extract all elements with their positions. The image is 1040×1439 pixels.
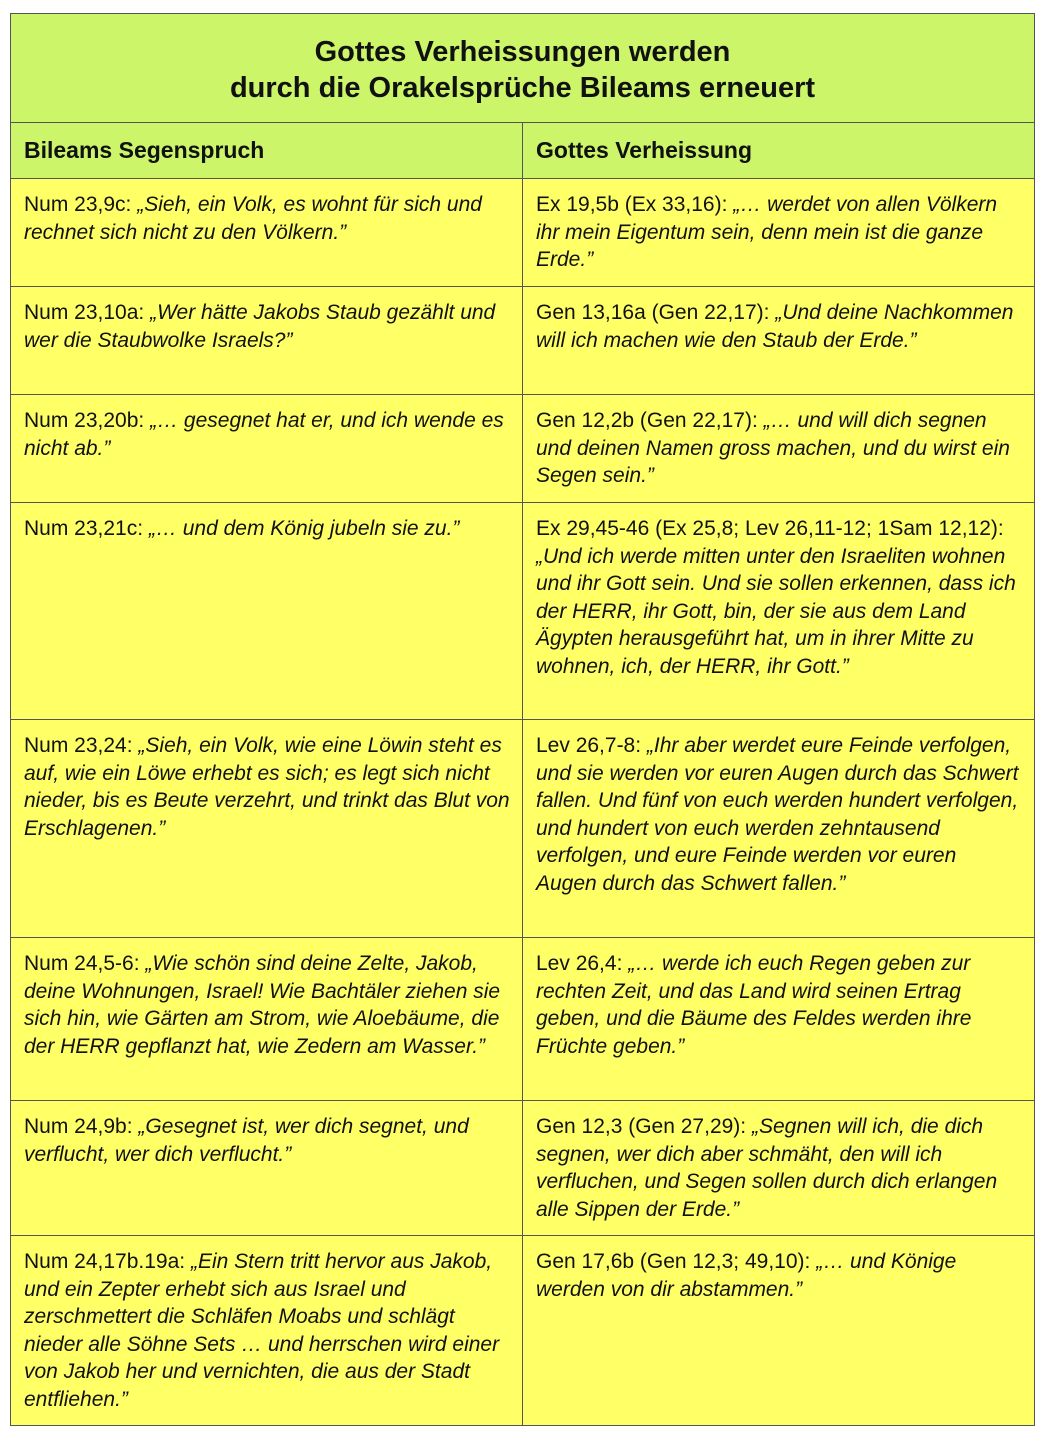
blessing-cell [11, 1236, 523, 1426]
title-line-1: Gottes Verheissungen werden [314, 36, 731, 68]
blessing-reference: Num 24,5-6: [24, 952, 146, 975]
promise-reference: Lev 26,7-8: [536, 734, 647, 757]
promise-cell [523, 179, 1035, 287]
promise-quote: „… und Könige werden von dir abstammen.” [536, 1250, 957, 1301]
promise-reference: Gen 13,16a (Gen 22,17): [536, 301, 776, 324]
table-row [11, 503, 1035, 720]
blessing-reference: Num 23,21c: [24, 517, 149, 540]
promise-quote: „Segnen will ich, die dich segnen, wer dich aber schmäht, den will ich verfluchen, und Segen sollen durch dich erlangen alle Sippen der Erde.” [536, 1115, 998, 1221]
table-row [11, 287, 1035, 395]
promise-quote: „… werdet von allen Völkern ihr mein Eigentum sein, denn mein ist die ganze Erde.” [536, 193, 998, 271]
blessing-quote: „Sieh, ein Volk, wie eine Löwin steht es auf, wie ein Löwe erhebt es sich; es legt sich nicht nieder, bis es Beute verzehrt, und trinkt das Blut von Erschlagenen.” [24, 734, 510, 840]
header-row [11, 123, 1035, 179]
blessing-cell [11, 287, 523, 395]
blessing-quote: „Ein Stern tritt hervor aus Jakob, und ein Zepter erhebt sich aus Israel und zerschmettert die Schläfen Moabs und schlägt nieder alle Söhne Sets … und herrschen wird einer von Jakob her und vernichten, die aus der Stadt entfliehen.” [24, 1250, 500, 1411]
blessing-cell [11, 179, 523, 287]
blessing-reference: Num 23,20b: [24, 409, 151, 432]
promise-quote: „… und will dich segnen und deinen Namen gross machen, und du wirst ein Segen sein.” [536, 409, 1010, 487]
table-row [11, 1101, 1035, 1236]
blessing-quote: „… und dem König jubeln sie zu.” [148, 517, 460, 540]
promise-reference: Ex 19,5b (Ex 33,16): [536, 193, 734, 216]
promise-cell [523, 1101, 1035, 1236]
blessing-reference: Num 23,9c: [24, 193, 138, 216]
blessing-reference: Num 23,10a: [24, 301, 151, 324]
blessing-quote: „Sieh, ein Volk, es wohnt für sich und rechnet sich nicht zu den Völkern.” [24, 193, 482, 244]
promise-cell [523, 720, 1035, 938]
promise-cell [523, 503, 1035, 720]
promise-quote: „Und ich werde mitten unter den Israeliten wohnen und ihr Gott sein. Und sie sollen erkennen, dass ich der HERR, ihr Gott, bin, der sie aus dem Land Ägypten herausgeführt hat, um in ihrer Mitte zu wohnen, ich, der HERR, ihr Gott.” [536, 544, 1016, 678]
blessing-quote: „… gesegnet hat er, und ich wende es nicht ab.” [24, 409, 504, 460]
blessing-cell [11, 503, 523, 720]
title-line-2: durch die Orakelsprüche Bileams erneuert [229, 72, 816, 104]
promise-cell [523, 1236, 1035, 1426]
table-row [11, 1236, 1035, 1426]
promise-quote: „Und deine Nachkommen will ich machen wie den Staub der Erde.” [536, 301, 1014, 352]
table-row [11, 938, 1035, 1101]
promise-reference: Ex 29,45-46 (Ex 25,8; Lev 26,11-12; 1Sam 12,12): [536, 517, 1004, 540]
blessing-cell [11, 938, 523, 1101]
promise-reference: Lev 26,4: [536, 952, 629, 975]
blessing-quote: „Wer hätte Jakobs Staub gezählt und wer die Staubwolke Israels?” [24, 301, 496, 352]
column-header-right-label: Gottes Verheissung [536, 137, 753, 163]
blessing-cell [11, 1101, 523, 1236]
promise-reference: Gen 12,2b (Gen 22,17): [536, 409, 764, 432]
blessing-reference: Num 24,17b.19a: [24, 1250, 191, 1273]
table-row [11, 395, 1035, 503]
promise-quote: „Ihr aber werdet eure Feinde verfolgen, und sie werden vor euren Augen durch das Schwert fallen. Und fünf von euch werden hundert verfolgen, und hundert von euch werden zehntausend verfolgen, und eure Feinde werden vor euren Augen durch das Schwert fallen.” [536, 734, 1019, 895]
promise-quote: „… werde ich euch Regen geben zur rechten Zeit, und das Land wird seinen Ertrag geben, und die Bäume des Feldes werden ihre Früchte geben.” [536, 952, 972, 1058]
promise-reference: Gen 12,3 (Gen 27,29): [536, 1115, 752, 1138]
blessing-quote: „Gesegnet ist, wer dich segnet, und verflucht, wer dich verflucht.” [24, 1115, 469, 1166]
promises-table [10, 13, 1035, 1426]
title-cell [11, 14, 1035, 123]
promise-cell [523, 395, 1035, 503]
promise-cell [523, 938, 1035, 1101]
column-header-right [523, 123, 1035, 179]
table-title [11, 30, 1034, 106]
column-header-left [11, 123, 523, 179]
promise-cell [523, 287, 1035, 395]
blessing-quote: „Wie schön sind deine Zelte, Jakob, deine Wohnungen, Israel! Wie Bachtäler ziehen sie sich hin, wie Gärten am Strom, wie Aloebäume, die der HERR gepflanzt hat, wie Zedern am Wasser.” [24, 952, 501, 1058]
blessing-reference: Num 23,24: [24, 734, 139, 757]
blessing-cell [11, 395, 523, 503]
table-row [11, 179, 1035, 287]
title-row [11, 14, 1035, 123]
column-header-left-label: Bileams Segenspruch [24, 137, 265, 163]
blessing-reference: Num 24,9b: [24, 1115, 139, 1138]
blessing-cell [11, 720, 523, 938]
promise-reference: Gen 17,6b (Gen 12,3; 49,10): [536, 1250, 817, 1273]
table-row [11, 720, 1035, 938]
